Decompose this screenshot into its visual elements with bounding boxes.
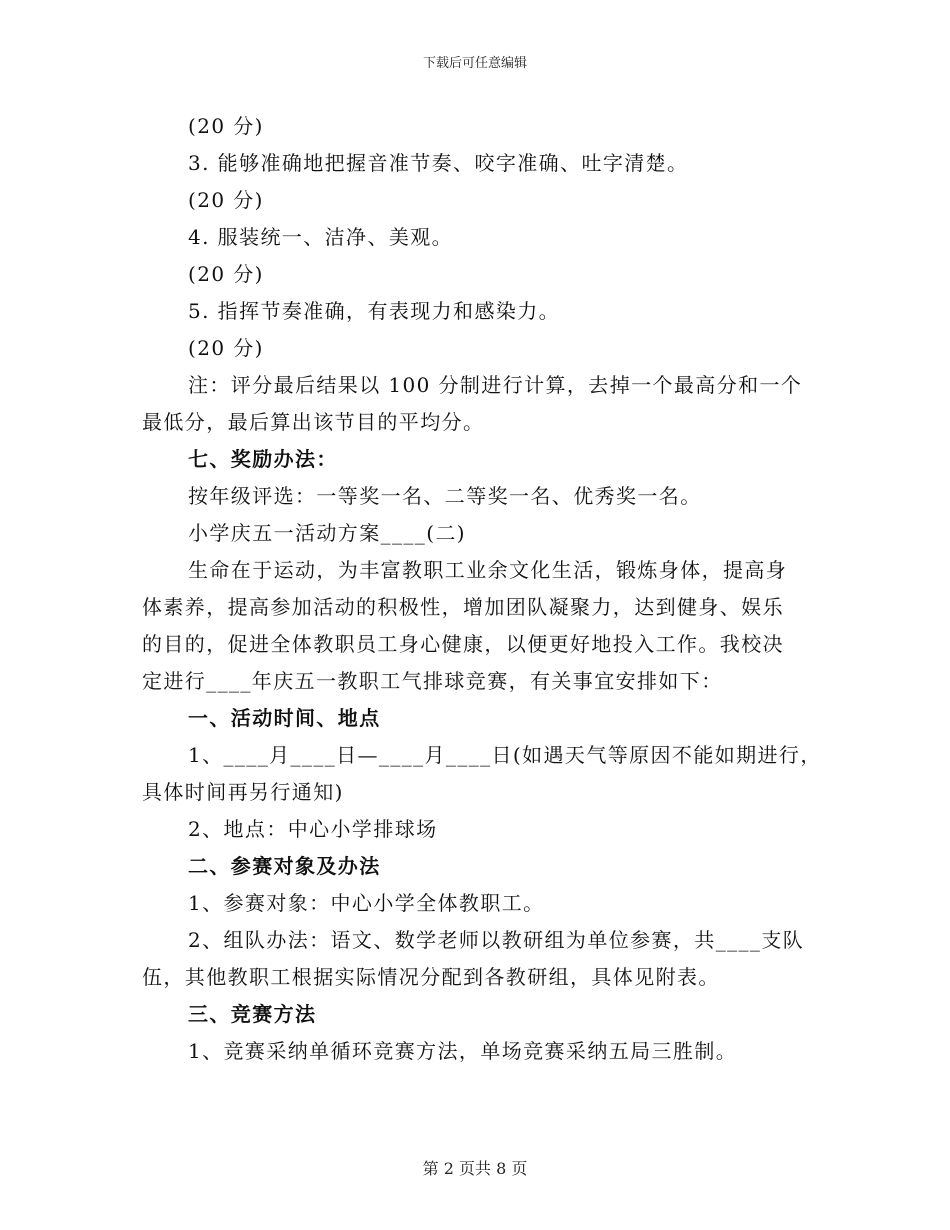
text-line: 2、组队办法：语文、数学老师以教研组为单位参赛，共____支队 (188, 928, 805, 952)
section-heading: 一、活动时间、地点 (188, 706, 381, 730)
text-line: 1、参赛对象：中心小学全体教职工。 (188, 891, 545, 915)
section-heading: 二、参赛对象及办法 (188, 854, 381, 878)
text-line: 1、竞赛采纳单循环竞赛方法，单场竞赛采纳五局三胜制。 (188, 1039, 738, 1063)
text-line: (20 分) (188, 114, 264, 138)
text-line: 按年级评选：一等奖一名、二等奖一名、优秀奖一名。 (188, 484, 702, 508)
text-line: 3. 能够准确地把握音准节奏、咬字准确、吐字清楚。 (188, 151, 689, 175)
text-line: 具体时间再另行通知) (142, 780, 344, 804)
text-line: (20 分) (188, 336, 264, 360)
text-line: 最低分，最后算出该节目的平均分。 (142, 410, 485, 434)
text-line: 1、____月____日—____月____日(如遇天气等原因不能如期进行， (188, 743, 822, 767)
section-heading: 三、竞赛方法 (188, 1002, 317, 1026)
document-body (142, 108, 822, 1070)
text-line: 5. 指挥节奏准确，有表现力和感染力。 (188, 299, 561, 323)
text-line: 4. 服装统一、洁净、美观。 (188, 225, 454, 249)
section-heading: 七、奖励办法： (188, 447, 338, 471)
text-line: 伍，其他教职工根据实际情况分配到各教研组，具体见附表。 (142, 965, 720, 989)
document-subtitle: 小学庆五一活动方案____(二) (188, 521, 467, 545)
text-line: (20 分) (188, 262, 264, 286)
text-line: 体素养，提高参加活动的积极性，增加团队凝聚力，达到健身、娱乐 (142, 595, 784, 619)
page-header: 下载后可任意编辑 (422, 56, 527, 71)
text-line: 的目的，促进全体教职员工身心健康，以便更好地投入工作。我校决 (142, 632, 784, 656)
text-line: (20 分) (188, 188, 264, 212)
text-line: 生命在于运动，为丰富教职工业余文化生活，锻炼身体，提高身 (188, 558, 788, 582)
text-line: 注：评分最后结果以 100 分制进行计算，去掉一个最高分和一个 (188, 373, 803, 397)
page-footer: 第 2 页共 8 页 (422, 1159, 528, 1178)
text-line: 定进行____年庆五一教职工气排球竞赛，有关事宜安排如下： (142, 669, 723, 693)
text-line: 2、地点：中心小学排球场 (188, 817, 438, 841)
